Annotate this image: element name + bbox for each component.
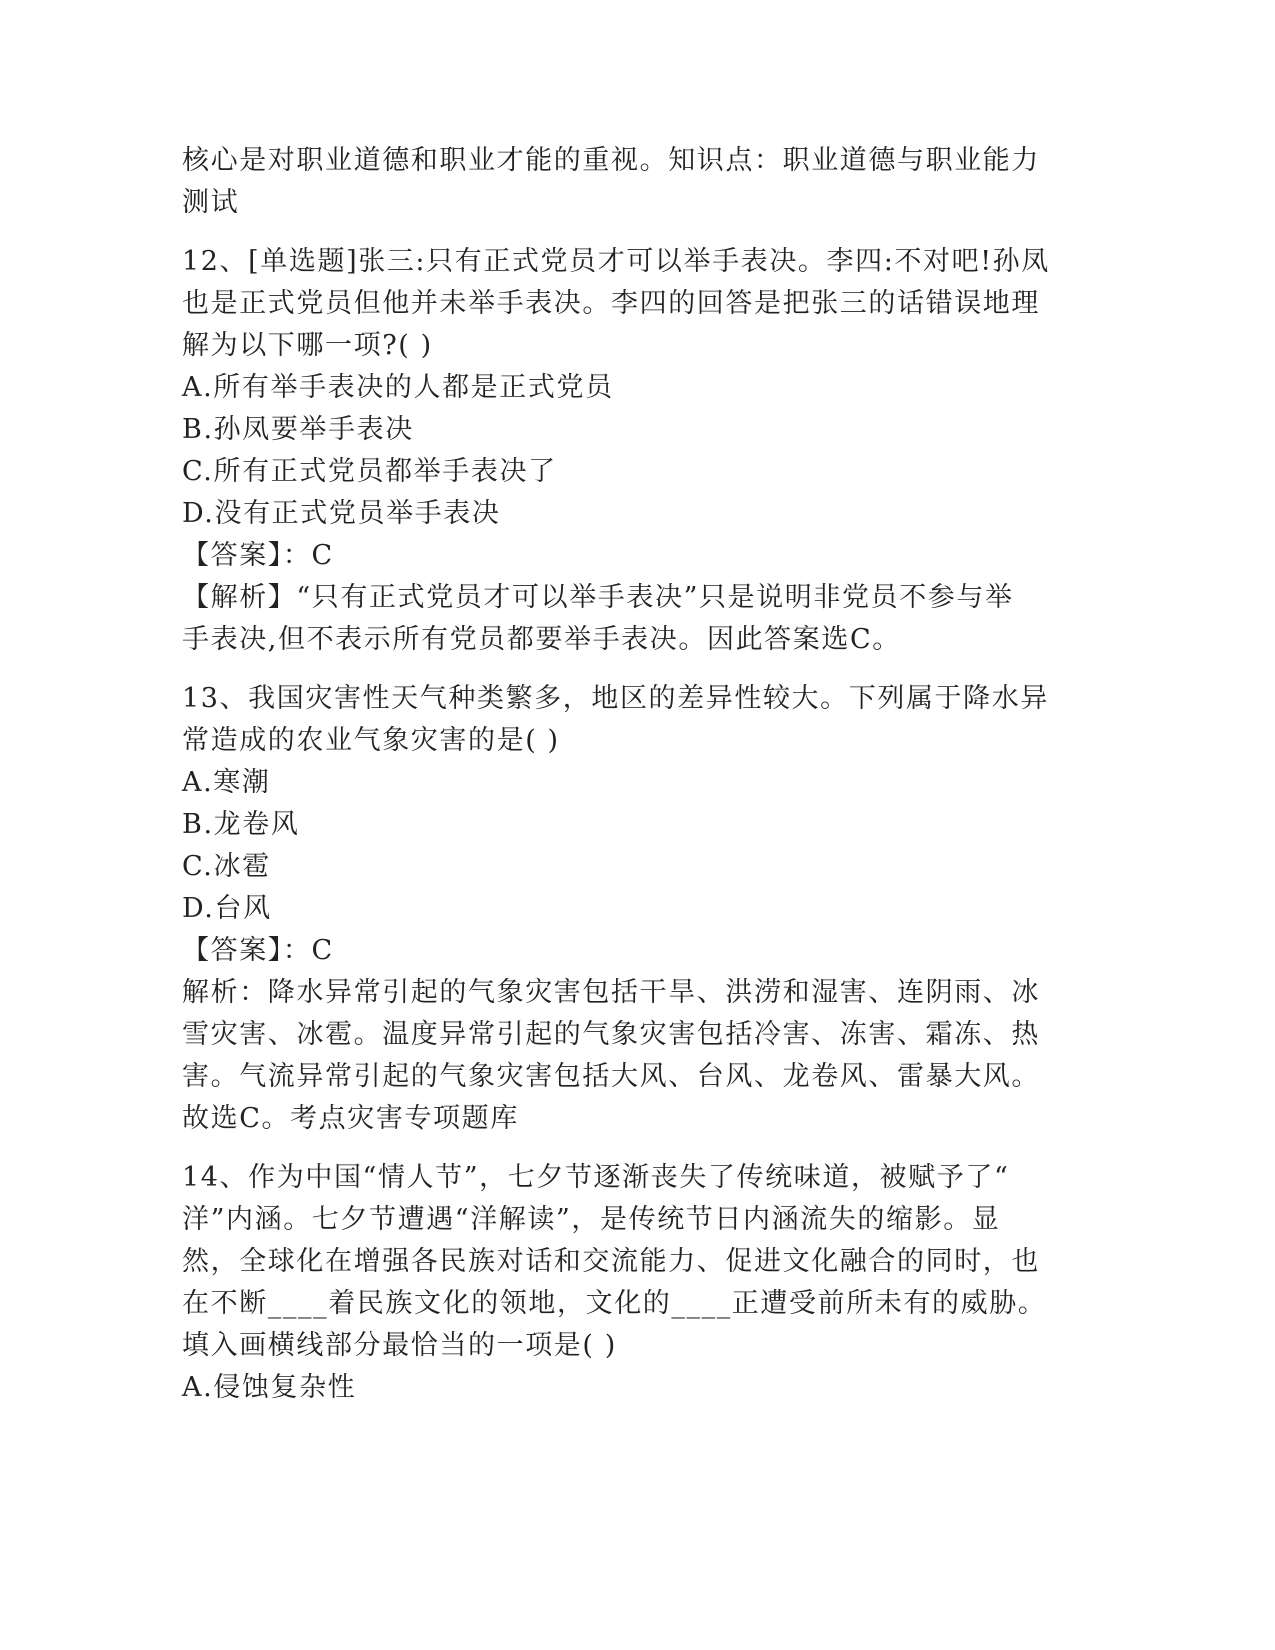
question-stem-line: 填入画横线部分最恰当的一项是( ) [182, 1330, 617, 1361]
option-d: D.没有正式党员举手表决 [182, 498, 501, 529]
analysis-line: 雪灾害、冰雹。温度异常引起的气象灾害包括冷害、冻害、霜冻、热 [182, 1019, 1040, 1050]
analysis-line: 手表决,但不表示所有党员都要举手表决。因此答案选C。 [182, 624, 901, 655]
question-stem-line: 12、[单选题]张三:只有正式党员才可以举手表决。李四:不对吧!孙凤 [182, 246, 1050, 277]
option-c: C.冰雹 [182, 851, 271, 882]
option-a: A.寒潮 [182, 767, 271, 798]
question-stem-line: 也是正式党员但他并未举手表决。李四的回答是把张三的话错误地理 [182, 288, 1040, 319]
option-a: A.侵蚀复杂性 [182, 1372, 357, 1403]
analysis-line: 害。气流异常引起的气象灾害包括大风、台风、龙卷风、雷暴大风。 [182, 1061, 1040, 1092]
option-c: C.所有正式党员都举手表决了 [182, 456, 557, 487]
answer-line: 【答案】：C [182, 540, 334, 571]
question-13 [182, 678, 1062, 1140]
question-stem-line: 14、作为中国“情人节”，七夕节逐渐丧失了传统味道，被赋予了“ [182, 1162, 1010, 1193]
option-b: B.龙卷风 [182, 809, 300, 840]
question-stem-line: 然，全球化在增强各民族对话和交流能力、促进文化融合的同时，也 [182, 1246, 1040, 1277]
analysis-line: 【解析】“只有正式党员才可以举手表决”只是说明非党员不参与举 [182, 582, 1014, 613]
question-stem-line: 解为以下哪一项?( ) [182, 330, 433, 361]
question-12 [182, 241, 1062, 661]
analysis-line: 故选C。考点灾害专项题库 [182, 1103, 519, 1134]
question-stem-line: 13、我国灾害性天气种类繁多，地区的差异性较大。下列属于降水异 [182, 683, 1049, 714]
question-stem-line: 在不断____着民族文化的领地，文化的____正遭受前所未有的威胁。 [182, 1288, 1047, 1319]
option-a: A.所有举手表决的人都是正式党员 [182, 372, 614, 403]
previous-question-tail [182, 140, 1062, 224]
question-stem-line: 洋”内涵。七夕节遭遇“洋解读”，是传统节日内涵流失的缩影。显 [182, 1204, 1001, 1235]
text-line: 测试 [182, 187, 240, 218]
option-d: D.台风 [182, 893, 272, 924]
document-page [182, 140, 1062, 1409]
question-stem-line: 常造成的农业气象灾害的是( ) [182, 725, 560, 756]
analysis-line: 解析：降水异常引起的气象灾害包括干旱、洪涝和湿害、连阴雨、冰 [182, 977, 1040, 1008]
option-b: B.孙凤要举手表决 [182, 414, 414, 445]
question-14 [182, 1157, 1062, 1409]
answer-line: 【答案】：C [182, 935, 334, 966]
text-line: 核心是对职业道德和职业才能的重视。知识点：职业道德与职业能力 [182, 145, 1040, 176]
